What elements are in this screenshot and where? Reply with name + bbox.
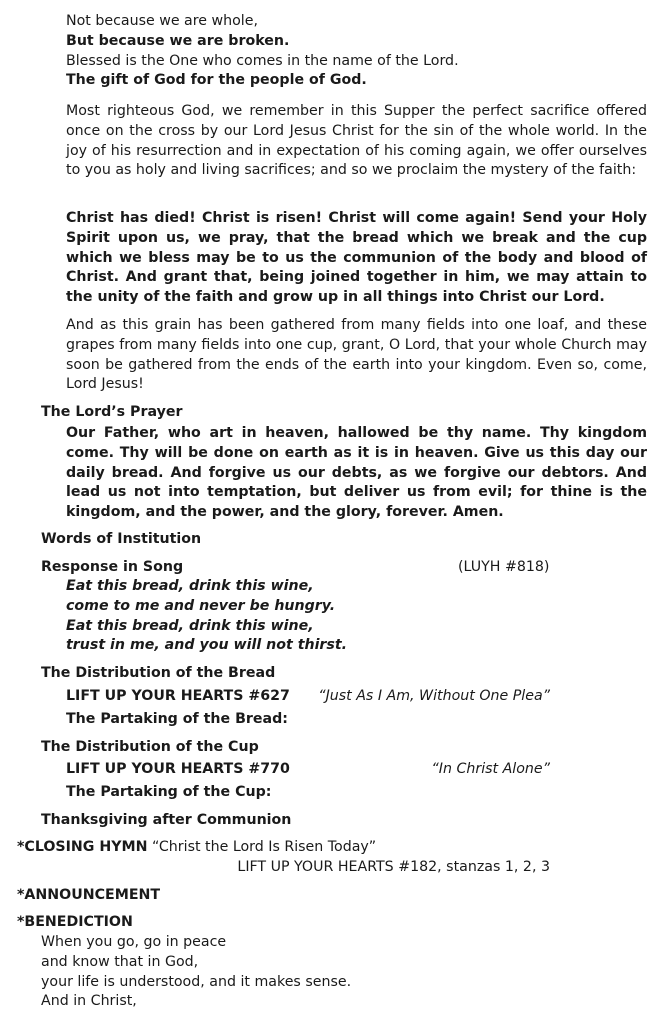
prayer-paragraph-1: Most righteous God, we remember in this Supper the perfect sacrifice offered once on the cross by our Lord Jesus Christ for the sin of the whole world. In the joy of his resurrection and in expectation of his coming again, we offer ourselves to you as holy and living sacrifices; and so we proclaim the mystery of the faith: — [66, 103, 647, 179]
distribution-bread-heading: The Distribution of the Bread — [41, 665, 276, 681]
closing-hymn-title: “Christ the Lord Is Risen Today” — [152, 839, 377, 855]
cup-hymn-title: “In Christ Alone” — [431, 761, 550, 777]
benediction-line: And in Christ, — [41, 993, 137, 1010]
benediction-line: your life is understood, and it makes sense. — [41, 973, 352, 990]
cup-hymn-number: LIFT UP YOUR HEARTS #770 — [66, 761, 290, 777]
closing-hymn-reference: LIFT UP YOUR HEARTS #182, stanzas 1, 2, 3 — [237, 859, 550, 875]
response-line: Not because we are whole, — [66, 13, 258, 29]
song-lyrics — [66, 577, 347, 656]
bread-hymn-title: “Just As I Am, Without One Plea” — [318, 688, 550, 704]
closing-hymn — [17, 838, 376, 858]
lords-prayer-heading: The Lord’s Prayer — [41, 404, 183, 420]
benediction-line: and know that in God, — [41, 953, 199, 970]
lyric-line: trust in me, and you will not thirst. — [66, 637, 348, 654]
benediction-text — [41, 933, 351, 1012]
partaking-cup: The Partaking of the Cup: — [66, 784, 272, 800]
closing-hymn-label: *CLOSING HYMN — [17, 839, 148, 855]
thanksgiving-heading: Thanksgiving after Communion — [41, 812, 292, 828]
lyric-line: Eat this bread, drink this wine, — [66, 578, 314, 594]
lords-prayer-text: Our Father, who art in heaven, hallowed be thy name. Thy kingdom come. Thy will be done on earth as it is in heaven. Give us this day our daily bread. And forgive us our debts, as we forgive our debtors. And lead us not into temptation, but deliver us from evil; for thine is the kingdom, and the power, and the glory, forever. Amen. — [66, 425, 647, 521]
response-hymn-reference: (LUYH #818) — [458, 559, 550, 575]
response-line: But because we are broken. — [66, 32, 290, 49]
partaking-bread: The Partaking of the Bread: — [66, 711, 288, 727]
prayer-paragraph-2: And as this grain has been gathered from many fields into one loaf, and these grapes from many fields into one cup, grant, O Lord, that your whole Church may soon be gathered from the ends of the earth into your kingdom. Even so, come, Lord Jesus! — [66, 317, 647, 393]
response-line: The gift of God for the people of God. — [66, 72, 367, 89]
acclamation-paragraph: Christ has died! Christ is risen! Christ will come again! Send your Holy Spirit upon us, we pray, that the bread which we break and the cup which we bless may be to us the communion of the body and blood of Christ. And grant that, being joined together in him, we may attain to the unity of the faith and grow up in all things into Christ our Lord. — [66, 210, 647, 306]
distribution-cup-heading: The Distribution of the Cup — [41, 739, 259, 755]
benediction-line: When you go, go in peace — [41, 934, 227, 950]
announcement-heading: *ANNOUNCEMENT — [17, 887, 161, 903]
lyric-line: come to me and never be hungry. — [66, 597, 336, 614]
words-of-institution-heading: Words of Institution — [41, 531, 202, 547]
opening-responses — [66, 12, 646, 91]
bread-hymn-number: LIFT UP YOUR HEARTS #627 — [66, 688, 290, 704]
lyric-line: Eat this bread, drink this wine, — [66, 617, 314, 634]
benediction-heading: *BENEDICTION — [17, 914, 133, 930]
response-in-song-heading: Response in Song — [41, 559, 184, 575]
response-line: Blessed is the One who comes in the name of the Lord. — [66, 52, 459, 69]
